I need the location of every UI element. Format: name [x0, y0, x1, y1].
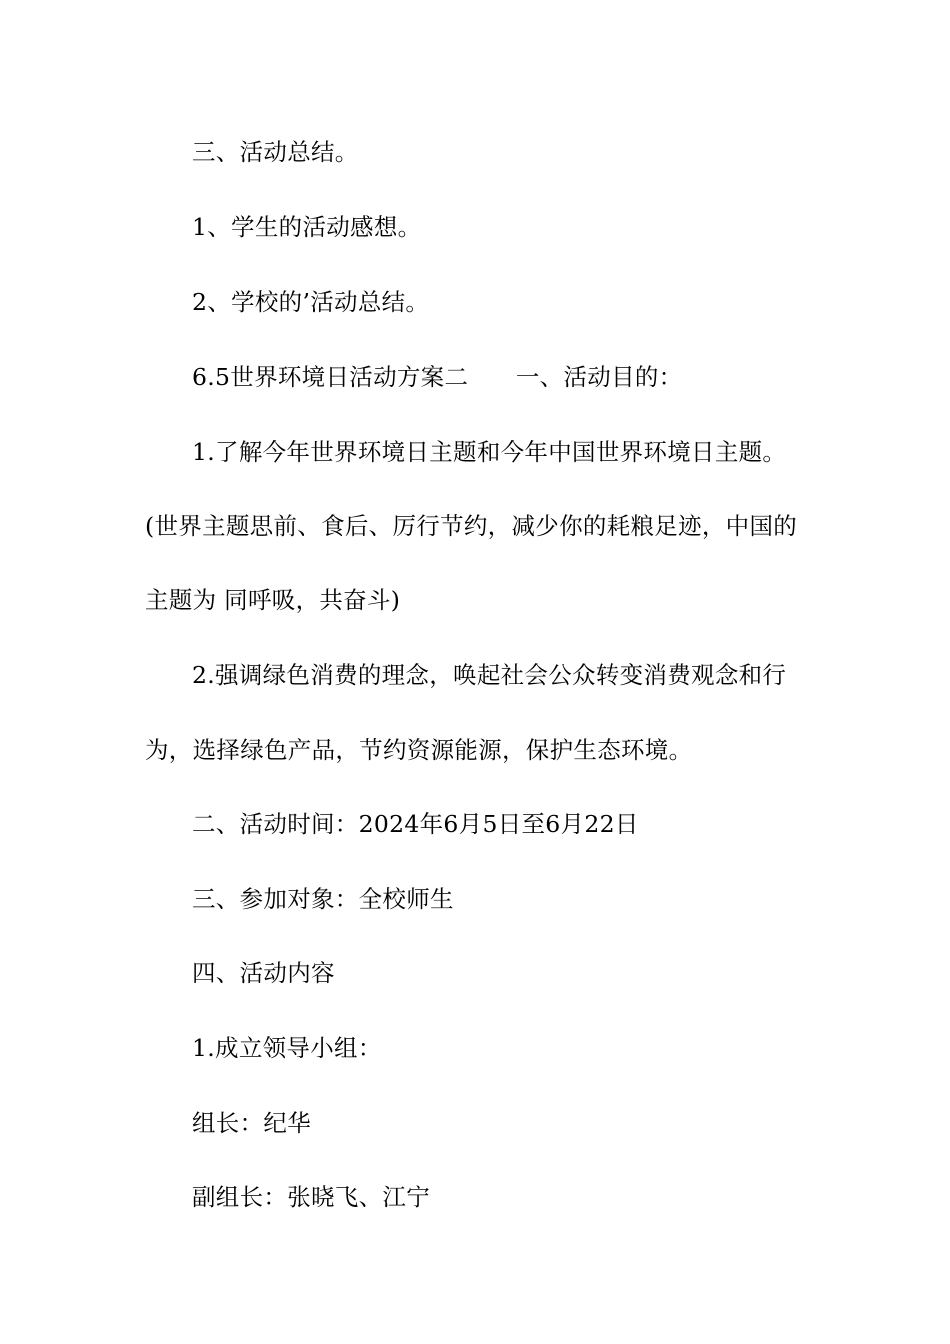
- paragraph-line-purpose-2-cont: 为，选择绿色产品，节约资源能源，保护生态环境。: [145, 736, 693, 764]
- section-heading-activity-content: 四、活动内容: [192, 959, 335, 987]
- list-item-school-summary: 2、学校的’活动总结。: [192, 288, 430, 316]
- deputy-leader-line: 副组长：张晓飞、江宁: [192, 1183, 430, 1211]
- section-heading-participants: 三、参加对象：全校师生: [192, 885, 454, 913]
- section-heading-activity-time: 二、活动时间：2024年6月5日至6月22日: [192, 810, 639, 838]
- paragraph-line-purpose-1: 1.了解今年世界环境日主题和今年中国世界环境日主题。: [192, 438, 787, 466]
- group-leader-line: 组长：纪华: [192, 1109, 311, 1137]
- list-item-leadership-group: 1.成立领导小组：: [192, 1034, 382, 1062]
- list-item-student-thoughts: 1、学生的活动感想。: [192, 213, 422, 241]
- plan-title-line: 6.5世界环境日活动方案二 一、活动目的：: [192, 363, 683, 391]
- section-heading-activity-summary: 三、活动总结。: [192, 138, 359, 166]
- paragraph-line-theme-1: (世界主题思前、食后、厉行节约，减少你的耗粮足迹，中国的: [145, 512, 798, 540]
- paragraph-line-theme-2: 主题为 同呼吸，共奋斗): [145, 586, 401, 614]
- paragraph-line-purpose-2: 2.强调绿色消费的理念，唤起社会公众转变消费观念和行: [192, 661, 787, 689]
